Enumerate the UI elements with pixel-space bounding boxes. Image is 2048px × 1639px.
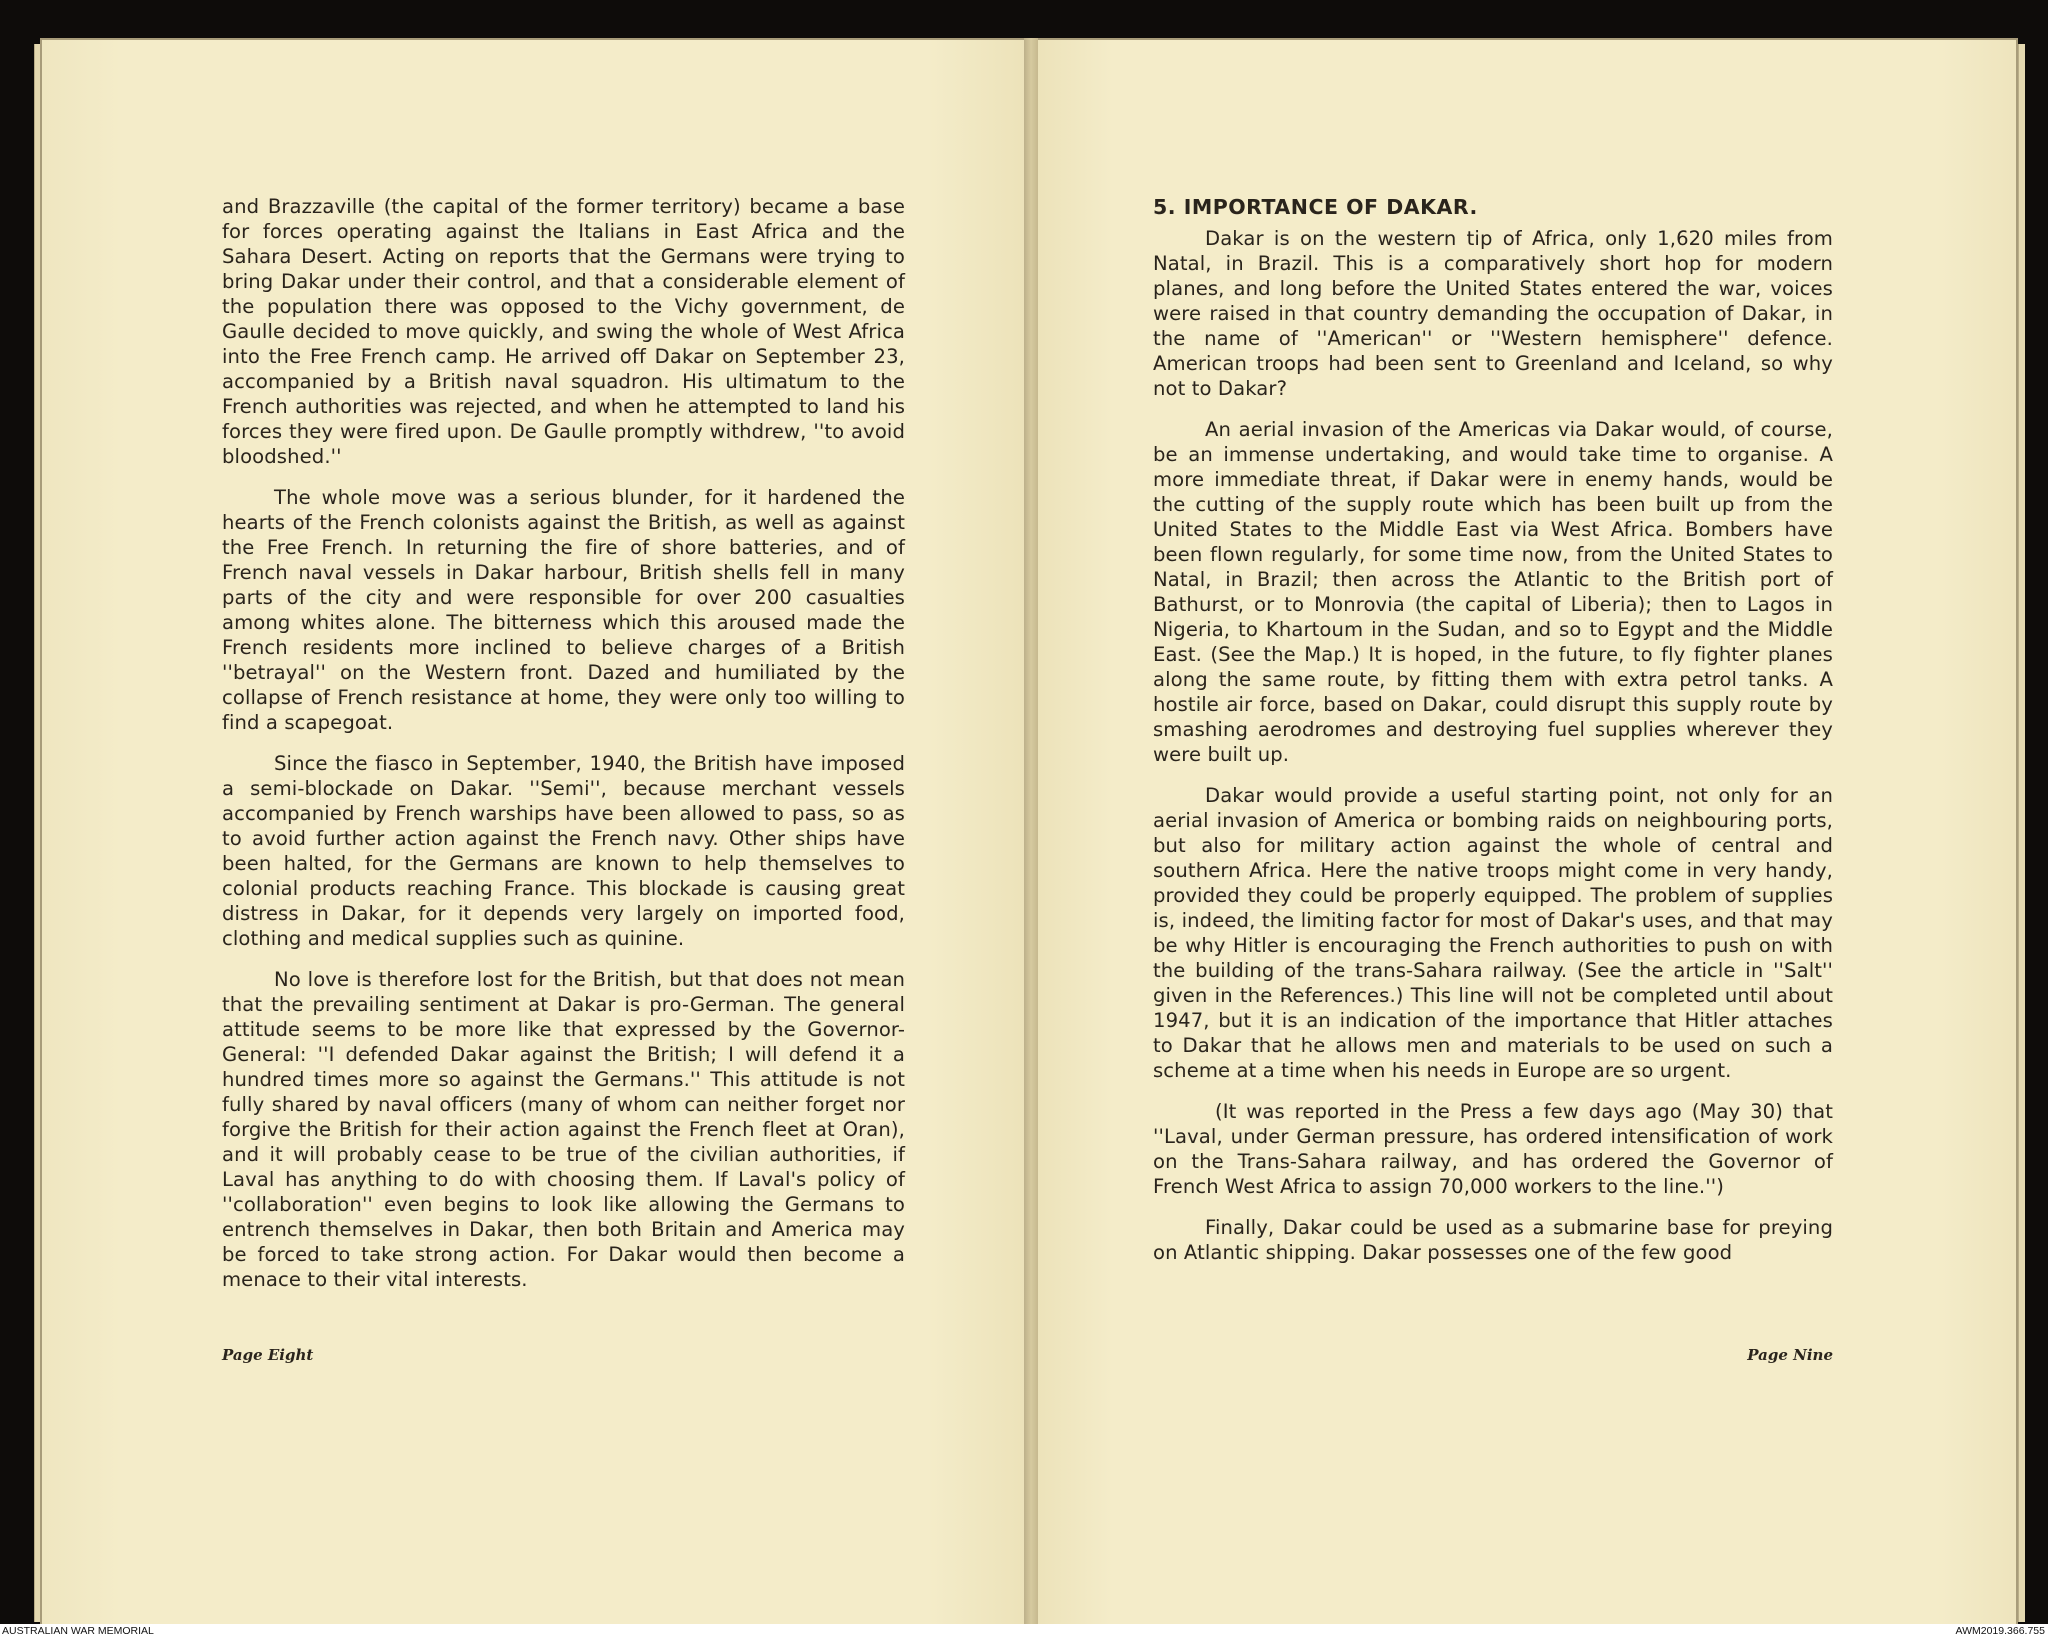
archive-footer bbox=[0, 1624, 2048, 1639]
paragraph: An aerial invasion of the Americas via Dakar would, of course, be an immense undertaking, and would take time to organise. A more immediate threat, if Dakar were in enemy hands, would be the cutting of the supply route which has been built up from the United States to the Middle East via West Africa. Bombers have been flown regularly, for some time now, from the United States to Natal, in Brazil; then across the Atlantic to the British port of Bathurst, or to Monrovia (the capital of Liberia); then to Lagos in Nigeria, to Khartoum in the Sudan, and so to Egypt and the Middle East. (See the Map.) It is hoped, in the future, to fly fighter planes along the same route, by fitting them with extra petrol tanks. A hostile air force, based on Dakar, could disrupt this supply route by smashing aerodromes and destroying fuel supplies wherever they were built up. bbox=[1153, 418, 1833, 766]
accession-number: AWM2019.366.755 bbox=[1955, 1625, 2045, 1637]
paragraph: The whole move was a serious blunder, for it hardened the hearts of the French colonists against the British, as well as against the Free French. In returning the fire of shore batteries, and of French naval vessels in Dakar harbour, British shells fell in many parts of the city and were responsible for over 200 casualties among whites alone. The bitterness which this aroused made the French residents more inclined to believe charges of a British ''betrayal'' on the Western front. Dazed and humiliated by the collapse of French resistance at home, they were only too willing to find a scapegoat. bbox=[222, 486, 905, 734]
left-page-text bbox=[222, 194, 905, 1292]
page-number-left: Page Eight bbox=[222, 1346, 314, 1364]
center-fold bbox=[1024, 38, 1038, 1630]
section-heading: 5. IMPORTANCE OF DAKAR. bbox=[1153, 195, 1478, 219]
archive-credit: AUSTRALIAN WAR MEMORIAL bbox=[2, 1625, 154, 1637]
page-edge-right bbox=[2018, 44, 2025, 1622]
paragraph: Dakar is on the western tip of Africa, only 1,620 miles from Natal, in Brazil. This is a comparatively short hop for modern planes, and long before the United States entered the war, voices were raised in that country demanding the occupation of Dakar, in the name of ''American'' or ''Western hemisphere'' defence. American troops had been sent to Greenland and Iceland, so why not to Dakar? bbox=[1153, 227, 1833, 400]
paragraph: Finally, Dakar could be used as a submarine base for preying on Atlantic shipping. Dakar possesses one of the few good bbox=[1153, 1216, 1833, 1264]
paragraph: Since the fiasco in September, 1940, the British have imposed a semi-blockade on Dakar. ''Semi'', because merchant vessels accompanied by French warships have been allowed to pass, so as to avoid further action against the French navy. Other ships have been halted, for the Germans are known to help themselves to colonial products reaching France. This blockade is causing great distress in Dakar, for it depends very largely on imported food, clothing and medical supplies such as quinine. bbox=[222, 752, 905, 950]
paragraph: Dakar would provide a useful starting point, not only for an aerial invasion of America or bombing raids on neighbouring ports, but also for military action against the whole of central and southern Africa. Here the native troops might come in very handy, provided they could be properly equipped. The problem of supplies is, indeed, the limiting factor for most of Dakar's uses, and that may be why Hitler is encouraging the French authorities to push on with the building of the trans-Sahara railway. (See the article in ''Salt'' given in the References.) This line will not be completed until about 1947, but it is an indication of the importance that Hitler attaches to Dakar that he allows men and materials to be used on such a scheme at a time when his needs in Europe are so urgent. bbox=[1153, 784, 1833, 1082]
right-page-text bbox=[1153, 194, 1833, 1265]
paragraph: (It was reported in the Press a few days ago (May 30) that ''Laval, under German pressure, has ordered intensification of work on the Trans-Sahara railway, and has ordered the Governor of French West Africa to assign 70,000 workers to the line.'') bbox=[1153, 1100, 1833, 1198]
page-number-right: Page Nine bbox=[1747, 1346, 1833, 1364]
paragraph: No love is therefore lost for the British, but that does not mean that the prevailing sentiment at Dakar is pro-German. The general attitude seems to be more like that expressed by the Governor-General: ''I defended Dakar against the British; I will defend it a hundred times more so against the Germans.'' This attitude is not fully shared by naval officers (many of whom can neither forget nor forgive the British for their action against the French fleet at Oran), and it will probably cease to be true of the civilian authorities, if Laval has anything to do with choosing them. If Laval's policy of ''collaboration'' even begins to look like allowing the Germans to entrench themselves in Dakar, then both Britain and America may be forced to take strong action. For Dakar would then become a menace to their vital interests. bbox=[222, 968, 905, 1291]
paragraph: and Brazzaville (the capital of the former territory) became a base for forces operating against the Italians in East Africa and the Sahara Desert. Acting on reports that the Germans were trying to bring Dakar under their control, and that a considerable element of the population there was opposed to the Vichy government, de Gaulle decided to move quickly, and swing the whole of West Africa into the Free French camp. He arrived off Dakar on September 23, accompanied by a British naval squadron. His ultimatum to the French authorities was rejected, and when he attempted to land his forces they were fired upon. De Gaulle promptly withdrew, ''to avoid bloodshed.'' bbox=[222, 195, 905, 468]
